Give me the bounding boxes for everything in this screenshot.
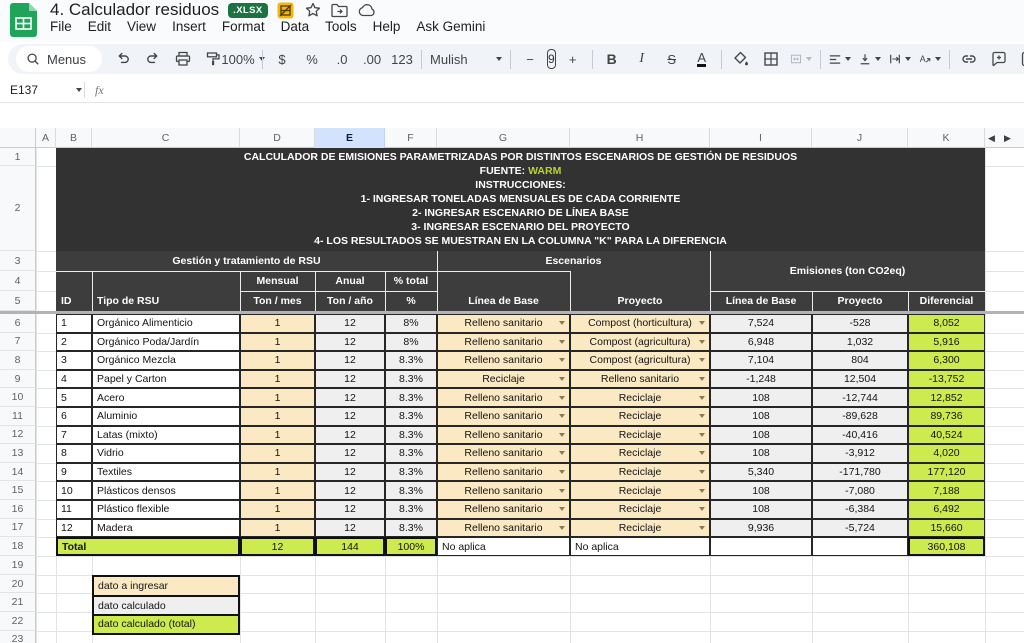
menu-help[interactable]: Help	[372, 18, 401, 34]
dropdown-value: Reciclaje	[618, 410, 662, 423]
row-header-5[interactable]: 5	[0, 291, 36, 311]
header-emisiones-group[interactable]: Emisiones (ton CO2eq)	[789, 265, 906, 277]
svg-text:A: A	[919, 54, 926, 65]
cell-B17[interactable]: 12	[56, 519, 92, 538]
cell-D15[interactable]: 1	[240, 481, 315, 500]
cell-I6[interactable]: 7,524	[710, 314, 812, 333]
row-header-12[interactable]: 12	[0, 426, 36, 445]
dropdown-arrow-icon[interactable]	[559, 526, 565, 530]
dropdown-value: Reciclaje	[618, 428, 662, 441]
document-title[interactable]: 4. Calculador residuos	[50, 0, 220, 19]
header-escenario-proyecto[interactable]: Proyecto	[617, 295, 663, 307]
dropdown-arrow-icon[interactable]	[559, 340, 565, 344]
cell-E8[interactable]: 12	[315, 351, 385, 370]
cell-F13[interactable]: 8.3%	[385, 444, 437, 463]
cell-H11[interactable]	[570, 407, 710, 426]
cell-B12[interactable]: 7	[56, 426, 92, 445]
menu-data[interactable]: Data	[280, 18, 310, 34]
dropdown-value: Relleno sanitario	[464, 317, 543, 330]
row-header-9[interactable]: 9	[0, 370, 36, 389]
cell-C17[interactable]: Madera	[92, 519, 240, 538]
cell-H10[interactable]	[570, 388, 710, 407]
legend-item[interactable]: dato a ingresar	[94, 577, 238, 596]
cell-K18[interactable]: 360,108	[908, 537, 985, 556]
cell-B9[interactable]: 4	[56, 370, 92, 389]
xlsx-file-badge[interactable]: .XLSX	[228, 3, 267, 18]
cell-H9[interactable]	[570, 370, 710, 389]
menu-edit[interactable]: Edit	[87, 18, 112, 34]
font-size-input[interactable]: 9	[547, 49, 556, 69]
dropdown-arrow-icon[interactable]	[559, 377, 565, 381]
cell-J12[interactable]: -40,416	[812, 426, 908, 445]
dropdown-arrow-icon[interactable]	[699, 451, 705, 455]
cell-H6[interactable]	[570, 314, 710, 333]
col-header-J[interactable]: J	[812, 128, 908, 148]
cell-I18[interactable]	[710, 537, 812, 556]
header-diferencial[interactable]: Diferencial	[919, 295, 974, 307]
font-select[interactable]: Mulish	[426, 46, 506, 72]
cell-D13[interactable]: 1	[240, 444, 315, 463]
instruction-line: 3- INGRESAR ESCENARIO DEL PROYECTO	[411, 221, 630, 233]
dropdown-value: Compost (horticultura)	[588, 317, 692, 330]
col-header-A[interactable]: A	[36, 128, 56, 148]
menu-file[interactable]: File	[50, 18, 72, 34]
dropdown-value: Relleno sanitario	[464, 354, 543, 367]
cell-J14[interactable]: -171,780	[812, 463, 908, 482]
cell-D12[interactable]: 1	[240, 426, 315, 445]
dropdown-value: Reciclaje	[618, 391, 662, 404]
dropdown-arrow-icon[interactable]	[699, 377, 705, 381]
row-header-7[interactable]: 7	[0, 333, 36, 352]
dropdown-arrow-icon[interactable]	[699, 433, 705, 437]
instruction-line: 1- INGRESAR TONELADAS MENSUALES DE CADA CORRIENTE	[360, 193, 681, 205]
legend-item[interactable]: dato calculado (total)	[94, 614, 238, 633]
cell-D16[interactable]: 1	[240, 500, 315, 519]
cell-E16[interactable]: 12	[315, 500, 385, 519]
cell-C7[interactable]: Orgánico Poda/Jardín	[92, 333, 240, 352]
cell-B8[interactable]: 3	[56, 351, 92, 370]
text-color-button[interactable]: A	[697, 50, 707, 65]
cell-K16[interactable]: 6,492	[908, 500, 985, 519]
cell-C14[interactable]: Textiles	[92, 463, 240, 482]
menu-format[interactable]: Format	[221, 18, 265, 34]
header-ton-mes[interactable]: Ton / mes	[253, 295, 302, 307]
number-format-button[interactable]: 123	[391, 51, 413, 67]
instruction-line: 2- INGRESAR ESCENARIO DE LÍNEA BASE	[412, 207, 629, 219]
dropdown-arrow-icon[interactable]	[699, 526, 705, 530]
cell-K11[interactable]: 89,736	[908, 407, 985, 426]
header-emisiones-linea-base[interactable]: Línea de Base	[725, 295, 797, 307]
col-header-B[interactable]: B	[56, 128, 92, 148]
cell-H12[interactable]	[570, 426, 710, 445]
dropdown-arrow-icon[interactable]	[699, 470, 705, 474]
cell-K10[interactable]: 12,852	[908, 388, 985, 407]
cell-K8[interactable]: 6,300	[908, 351, 985, 370]
cell-G6[interactable]	[437, 314, 570, 333]
legend	[92, 575, 240, 635]
cell-B16[interactable]: 11	[56, 500, 92, 519]
dropdown-arrow-icon[interactable]	[699, 414, 705, 418]
cell-I13[interactable]: 108	[710, 444, 812, 463]
cell-G16[interactable]	[437, 500, 570, 519]
col-header-F[interactable]: F	[385, 128, 437, 148]
row-header-13[interactable]: 13	[0, 444, 36, 463]
row-header-22[interactable]: 22	[0, 612, 36, 631]
cell-F7[interactable]: 8%	[385, 333, 437, 352]
cell-F16[interactable]: 8.3%	[385, 500, 437, 519]
name-box[interactable]: E137	[10, 83, 39, 97]
cell-I9[interactable]: -1,248	[710, 370, 812, 389]
cell-K13[interactable]: 4,020	[908, 444, 985, 463]
cell-I11[interactable]: 108	[710, 407, 812, 426]
cell-G15[interactable]	[437, 481, 570, 500]
cell-F18[interactable]: 100%	[385, 537, 437, 556]
cell-E15[interactable]: 12	[315, 481, 385, 500]
row-header-3[interactable]: 3	[0, 251, 36, 271]
cell-C10[interactable]: Acero	[92, 388, 240, 407]
cell-E17[interactable]: 12	[315, 519, 385, 538]
row-header-16[interactable]: 16	[0, 500, 36, 519]
dropdown-value: Relleno sanitario	[464, 521, 543, 534]
header-escenarios-group[interactable]: Escenarios	[545, 255, 602, 267]
increase-font-size-button[interactable]: +	[568, 51, 577, 67]
row-header-19[interactable]: 19	[0, 556, 36, 575]
hidden-columns-right-arrow[interactable]: ▶	[1004, 133, 1011, 143]
row-header-21[interactable]: 21	[0, 593, 36, 612]
cell-F8[interactable]: 8.3%	[385, 351, 437, 370]
row-header-2[interactable]: 2	[0, 166, 36, 251]
legend-item[interactable]: dato calculado	[94, 595, 238, 614]
cell-J11[interactable]: -89,628	[812, 407, 908, 426]
row-header-8[interactable]: 8	[0, 351, 36, 370]
cell-C15[interactable]: Plásticos densos	[92, 481, 240, 500]
cell-D14[interactable]: 1	[240, 463, 315, 482]
dropdown-value: Relleno sanitario	[464, 447, 543, 460]
cell-B14[interactable]: 9	[56, 463, 92, 482]
menu-view[interactable]: View	[127, 18, 157, 34]
col-header-I[interactable]: I	[710, 128, 812, 148]
dropdown-value: Relleno sanitario	[464, 410, 543, 423]
cell-J17[interactable]: -5,724	[812, 519, 908, 538]
dropdown-value: Reciclaje	[482, 373, 525, 386]
cell-I16[interactable]: 108	[710, 500, 812, 519]
gridline	[985, 148, 986, 643]
menu-ask-gemini[interactable]: Ask Gemini	[416, 18, 486, 34]
row-header-18[interactable]: 18	[0, 537, 36, 556]
dropdown-value: Relleno sanitario	[464, 428, 543, 441]
row-header-4[interactable]: 4	[0, 271, 36, 291]
dropdown-arrow-icon[interactable]	[559, 358, 565, 362]
cell-H7[interactable]	[570, 333, 710, 352]
cell-H14[interactable]	[570, 463, 710, 482]
cell-B18-total[interactable]: Total	[56, 537, 240, 556]
cell-G18[interactable]: No aplica	[437, 537, 570, 556]
cell-K6[interactable]: 8,052	[908, 314, 985, 333]
header-emisiones-proyecto[interactable]: Proyecto	[837, 295, 883, 307]
dropdown-value: Reciclaje	[618, 503, 662, 516]
fuente-value: WARM	[528, 165, 562, 177]
menu-tools[interactable]: Tools	[325, 18, 357, 34]
dropdown-arrow-icon[interactable]	[559, 396, 565, 400]
cell-I8[interactable]: 7,104	[710, 351, 812, 370]
cell-J6[interactable]: -528	[812, 314, 908, 333]
header-tipo-rsu[interactable]: Tipo de RSU	[97, 295, 160, 307]
cell-E7[interactable]: 12	[315, 333, 385, 352]
cell-F12[interactable]: 8.3%	[385, 426, 437, 445]
cell-J16[interactable]: -6,384	[812, 500, 908, 519]
menu-insert[interactable]: Insert	[172, 18, 206, 34]
dropdown-value: Reciclaje	[618, 466, 662, 479]
dropdown-arrow-icon[interactable]	[699, 321, 705, 325]
cell-E10[interactable]: 12	[315, 388, 385, 407]
cell-G11[interactable]	[437, 407, 570, 426]
cell-H18[interactable]: No aplica	[570, 537, 710, 556]
cell-H8[interactable]	[570, 351, 710, 370]
cell-I10[interactable]: 108	[710, 388, 812, 407]
cell-C9[interactable]: Papel y Carton	[92, 370, 240, 389]
row-header-1[interactable]: 1	[0, 148, 36, 166]
row-header-17[interactable]: 17	[0, 519, 36, 538]
dropdown-arrow-icon[interactable]	[559, 470, 565, 474]
dropdown-value: Compost (agricultura)	[589, 354, 691, 367]
cell-C13[interactable]: Vidrio	[92, 444, 240, 463]
dropdown-arrow-icon[interactable]	[699, 358, 705, 362]
row-header-14[interactable]: 14	[0, 463, 36, 482]
cell-E12[interactable]: 12	[315, 426, 385, 445]
cell-G7[interactable]	[437, 333, 570, 352]
table-title-block	[56, 148, 985, 251]
dropdown-arrow-icon[interactable]	[559, 451, 565, 455]
cell-F14[interactable]: 8.3%	[385, 463, 437, 482]
table-source	[480, 165, 562, 178]
dropdown-value: Relleno sanitario	[464, 484, 543, 497]
cell-I15[interactable]: 108	[710, 481, 812, 500]
dropdown-arrow-icon[interactable]	[699, 340, 705, 344]
cell-F10[interactable]: 8.3%	[385, 388, 437, 407]
increase-decimal-button[interactable]: .00	[362, 51, 382, 67]
cell-F9[interactable]: 8.3%	[385, 370, 437, 389]
cell-D11[interactable]: 1	[240, 407, 315, 426]
fx-icon: fx	[95, 82, 104, 97]
cell-D8[interactable]: 1	[240, 351, 315, 370]
instruction-line: 4- LOS RESULTADOS SE MUESTRAN EN LA COLUMNA "K" PARA LA DIFERENCIA	[314, 235, 727, 247]
row-header-20[interactable]: 20	[0, 575, 36, 594]
cell-G17[interactable]	[437, 519, 570, 538]
cell-I7[interactable]: 6,948	[710, 333, 812, 352]
dropdown-value: Relleno sanitario	[464, 503, 543, 516]
cell-C6[interactable]: Orgánico Alimenticio	[92, 314, 240, 333]
zoom-select[interactable]: 100%	[228, 46, 258, 72]
frozen-rows-divider[interactable]	[0, 311, 1024, 314]
cell-K15[interactable]: 7,188	[908, 481, 985, 500]
cell-I14[interactable]: 5,340	[710, 463, 812, 482]
dropdown-arrow-icon[interactable]	[699, 396, 705, 400]
cell-G9[interactable]	[437, 370, 570, 389]
row-header-11[interactable]: 11	[0, 407, 36, 426]
cell-F17[interactable]: 8.3%	[385, 519, 437, 538]
decrease-decimal-button[interactable]: .0	[336, 51, 348, 67]
cell-H17[interactable]	[570, 519, 710, 538]
cell-B11[interactable]: 6	[56, 407, 92, 426]
fuente-label: FUENTE:	[479, 165, 526, 177]
cell-H13[interactable]	[570, 444, 710, 463]
cell-D6[interactable]: 1	[240, 314, 315, 333]
cell-J8[interactable]: 804	[812, 351, 908, 370]
strikethrough-button[interactable]: S	[667, 51, 677, 67]
cell-I12[interactable]: 108	[710, 426, 812, 445]
cell-D7[interactable]: 1	[240, 333, 315, 352]
format-currency-button[interactable]: $	[278, 51, 286, 67]
header-id[interactable]: ID	[61, 295, 72, 307]
cell-E18[interactable]: 144	[315, 537, 385, 556]
cell-B15[interactable]: 10	[56, 481, 92, 500]
dropdown-value: Compost (agricultura)	[589, 335, 691, 348]
dropdown-value: Relleno sanitario	[464, 391, 543, 404]
cell-F11[interactable]: 8.3%	[385, 407, 437, 426]
row-header-23[interactable]: 23	[0, 631, 36, 643]
select-all-corner[interactable]	[0, 128, 36, 148]
col-header-C[interactable]: C	[92, 128, 240, 148]
format-percent-button[interactable]: %	[306, 51, 318, 67]
cell-F15[interactable]: 8.3%	[385, 481, 437, 500]
cell-G14[interactable]	[437, 463, 570, 482]
dropdown-arrow-icon[interactable]	[559, 489, 565, 493]
header-gestion-group[interactable]: Gestión y tratamiento de RSU	[172, 255, 321, 267]
cell-D9[interactable]: 1	[240, 370, 315, 389]
cell-G8[interactable]	[437, 351, 570, 370]
cell-J18[interactable]	[812, 537, 908, 556]
bold-button[interactable]: B	[606, 51, 617, 67]
cell-J15[interactable]: -7,080	[812, 481, 908, 500]
cell-B13[interactable]: 8	[56, 444, 92, 463]
table-title: CALCULADOR DE EMISIONES PARAMETRIZADAS POR DISTINTOS ESCENARIOS DE GESTIÓN DE RESIDUOS	[243, 151, 798, 163]
cell-H16[interactable]	[570, 500, 710, 519]
cell-D18[interactable]: 12	[240, 537, 315, 556]
dropdown-arrow-icon[interactable]	[559, 507, 565, 511]
cell-J10[interactable]: -12,744	[812, 388, 908, 407]
cell-H15[interactable]	[570, 481, 710, 500]
header-pct-total[interactable]: % total	[393, 275, 429, 287]
cell-J9[interactable]: 12,504	[812, 370, 908, 389]
cell-C8[interactable]: Orgánico Mezcla	[92, 351, 240, 370]
dropdown-arrow-icon[interactable]	[559, 414, 565, 418]
header-anual[interactable]: Anual	[335, 275, 365, 287]
cell-E11[interactable]: 12	[315, 407, 385, 426]
dropdown-arrow-icon[interactable]	[699, 507, 705, 511]
cell-C11[interactable]: Aluminio	[92, 407, 240, 426]
col-header-H[interactable]: H	[570, 128, 710, 148]
cell-F6[interactable]: 8%	[385, 314, 437, 333]
italic-button[interactable]: I	[639, 51, 645, 66]
col-header-K[interactable]: K	[908, 128, 985, 148]
col-header-G[interactable]: G	[437, 128, 570, 148]
cell-J13[interactable]: -3,912	[812, 444, 908, 463]
dropdown-arrow-icon[interactable]	[699, 489, 705, 493]
decrease-font-size-button[interactable]: −	[526, 51, 534, 67]
cell-D10[interactable]: 1	[240, 388, 315, 407]
col-header-E[interactable]: E	[315, 128, 385, 148]
dropdown-value: Reciclaje	[618, 521, 662, 534]
cell-C12[interactable]: Latas (mixto)	[92, 426, 240, 445]
dropdown-arrow-icon[interactable]	[559, 321, 565, 325]
header-pct[interactable]: %	[406, 295, 416, 307]
cell-K14[interactable]: 177,120	[908, 463, 985, 482]
header-escenario-linea-base[interactable]: Línea de Base	[468, 295, 539, 307]
cell-K12[interactable]: 40,524	[908, 426, 985, 445]
cell-E13[interactable]: 12	[315, 444, 385, 463]
hidden-columns-left-arrow[interactable]: ◀	[988, 133, 995, 143]
row-header-10[interactable]: 10	[0, 388, 36, 407]
cell-E6[interactable]: 12	[315, 314, 385, 333]
cell-D17[interactable]: 1	[240, 519, 315, 538]
header-ton-ano[interactable]: Ton / año	[327, 295, 373, 307]
cell-G12[interactable]	[437, 426, 570, 445]
dropdown-value: Reciclaje	[618, 447, 662, 460]
cell-B7[interactable]: 2	[56, 333, 92, 352]
cell-G13[interactable]	[437, 444, 570, 463]
dropdown-value: Relleno sanitario	[600, 373, 680, 386]
dropdown-value: Relleno sanitario	[464, 335, 543, 348]
dropdown-value: Relleno sanitario	[464, 466, 543, 479]
dropdown-arrow-icon[interactable]	[559, 433, 565, 437]
header-mensual[interactable]: Mensual	[256, 275, 299, 287]
cell-K17[interactable]: 15,660	[908, 519, 985, 538]
cell-I17[interactable]: 9,936	[710, 519, 812, 538]
cell-B10[interactable]: 5	[56, 388, 92, 407]
cell-B6[interactable]: 1	[56, 314, 92, 333]
cell-G10[interactable]	[437, 388, 570, 407]
dropdown-value: Reciclaje	[618, 484, 662, 497]
cell-K9[interactable]: -13,752	[908, 370, 985, 389]
cell-E9[interactable]: 12	[315, 370, 385, 389]
cell-C16[interactable]: Plástico flexible	[92, 500, 240, 519]
col-header-D[interactable]: D	[240, 128, 315, 148]
row-header-6[interactable]: 6	[0, 314, 36, 333]
row-header-15[interactable]: 15	[0, 481, 36, 500]
instructions-title: INSTRUCCIONES:	[475, 179, 566, 191]
cell-K7[interactable]: 5,916	[908, 333, 985, 352]
gridline	[36, 148, 37, 643]
search-menus-label: Menus	[47, 51, 87, 67]
cell-E14[interactable]: 12	[315, 463, 385, 482]
cell-J7[interactable]: 1,032	[812, 333, 908, 352]
gridline	[36, 556, 1024, 557]
